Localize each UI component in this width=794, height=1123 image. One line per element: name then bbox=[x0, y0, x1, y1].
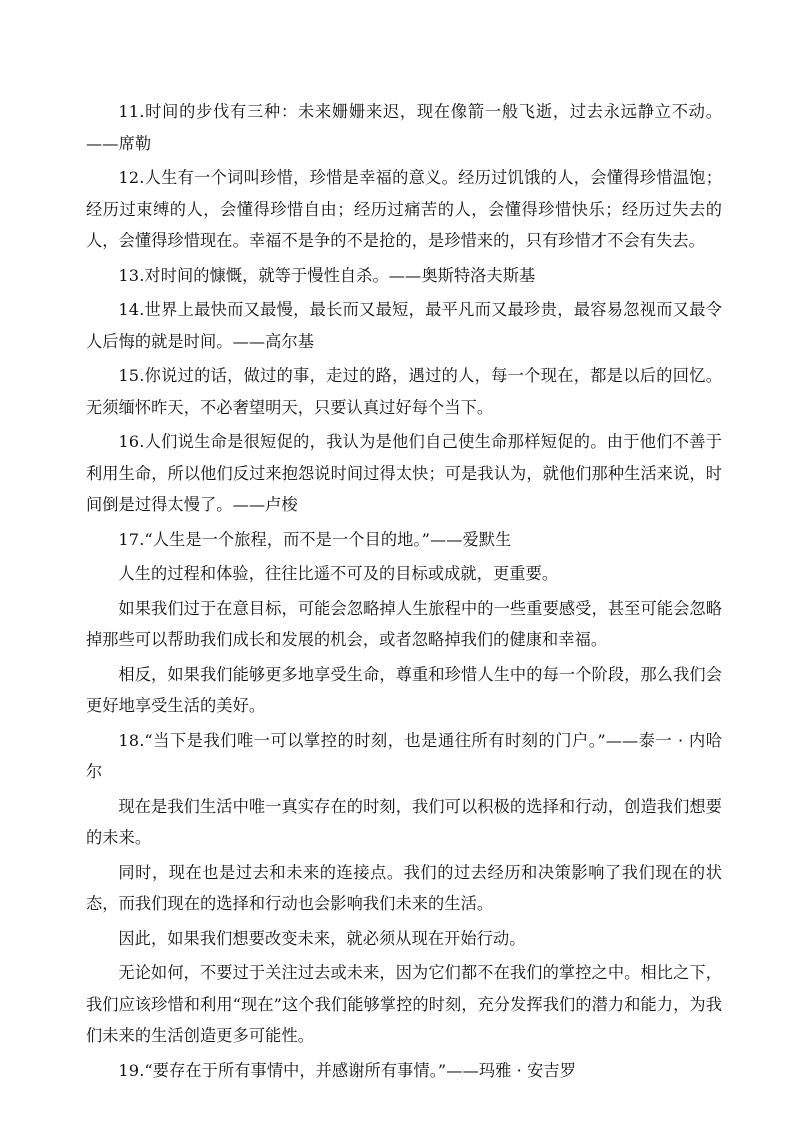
paragraph-quote-13: 13.对时间的慷慨，就等于慢性自杀。——奥斯特洛夫斯基 bbox=[118, 265, 536, 285]
paragraph-quote-18: 18.“当下是我们唯一可以掌控的时刻，也是通往所有时刻的门户。”——泰一 · 内哈尔 bbox=[86, 730, 722, 781]
paragraph-commentary: 相反，如果我们能够更多地享受生命，尊重和珍惜人生中的每一个阶段，那么我们会更好地享受生活的美好。 bbox=[86, 664, 722, 715]
paragraph-quote-16: 16.人们说生命是很短促的，我认为是他们自己使生命那样短促的。由于他们不善于利用生命，所以他们反过来抱怨说时间过得太快；可是我认为，就他们那种生活来说，时间倒是过得太慢了。——卢梭 bbox=[86, 432, 722, 514]
paragraph-commentary: 如果我们过于在意目标，可能会忽略掉人生旅程中的一些重要感受，甚至可能会忽略掉那些可以帮助我们成长和发展的机会，或者忽略掉我们的健康和幸福。 bbox=[86, 598, 722, 649]
paragraph-commentary: 人生的过程和体验，往往比遥不可及的目标或成就，更重要。 bbox=[118, 564, 559, 583]
paragraph-commentary: 无论如何，不要过于关注过去或未来，因为它们都不在我们的掌控之中。相比之下，我们应该珍惜和利用“现在”这个我们能够掌控的时刻，充分发挥我们的潜力和能力，为我们未来的生活创造更多可能性。 bbox=[86, 963, 722, 1045]
paragraph-quote-19: 19.“要存在于所有事情中，并感谢所有事情。”——玛雅 · 安吉罗 bbox=[118, 1060, 577, 1080]
paragraph-quote-15: 15.你说过的话，做过的事，走过的路，遇过的人，每一个现在，都是以后的回忆。无须缅怀昨天，不必奢望明天，只要认真过好每个当下。 bbox=[86, 366, 722, 417]
paragraph-quote-17: 17.“人生是一个旅程，而不是一个目的地。”——爱默生 bbox=[118, 529, 512, 549]
paragraph-quote-12: 12.人生有一个词叫珍惜，珍惜是幸福的意义。经历过饥饿的人，会懂得珍惜温饱；经历过束缚的人，会懂得珍惜自由；经历过痛苦的人，会懂得珍惜快乐；经历过失去的人，会懂得珍惜现在。幸福不是争的不是抢的，是珍惜来的，只有珍惜才不会有失去。 bbox=[86, 168, 722, 250]
paragraph-quote-11: 11.时间的步伐有三种：未来姗姗来迟，现在像箭一般飞逝，过去永远静立不动。——席勒 bbox=[86, 102, 722, 153]
document-body bbox=[86, 96, 722, 1089]
paragraph-commentary: 因此，如果我们想要改变未来，就必须从现在开始行动。 bbox=[118, 928, 526, 948]
paragraph-quote-14: 14.世界上最快而又最慢，最长而又最短，最平凡而又最珍贵，最容易忽视而又最令人后悔的就是时间。——高尔基 bbox=[86, 300, 722, 351]
paragraph-commentary: 现在是我们生活中唯一真实存在的时刻，我们可以积极的选择和行动，创造我们想要的未来。 bbox=[86, 796, 722, 847]
paragraph-commentary: 同时，现在也是过去和未来的连接点。我们的过去经历和决策影响了我们现在的状态，而我们现在的选择和行动也会影响我们未来的生活。 bbox=[86, 862, 722, 913]
